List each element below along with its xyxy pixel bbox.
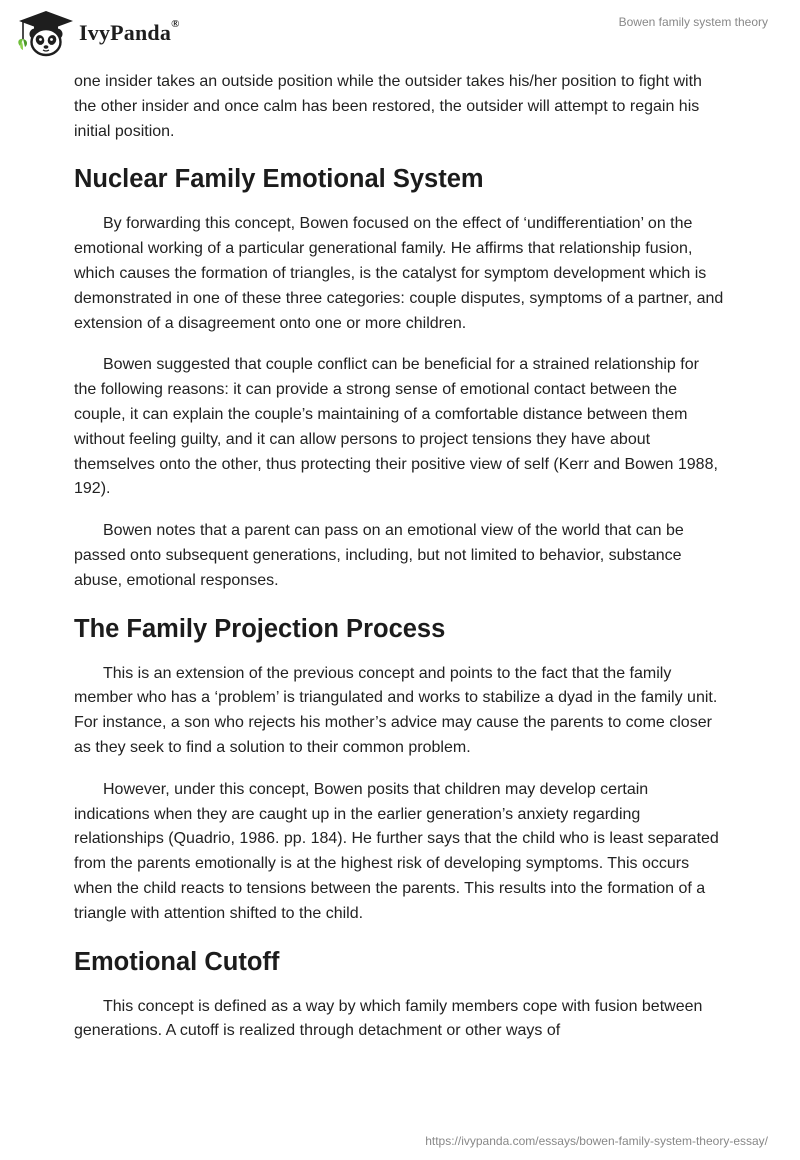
document-title: Bowen family system theory	[618, 15, 768, 29]
logo-wordmark	[79, 20, 180, 46]
registered-mark: ®	[171, 18, 180, 30]
paragraph: This is an extension of the previous concept and points to the fact that the family member who has a ‘problem’ is triangulated and works to stabilize a dyad in the family unit. For instance, a son who rejects his mother’s advice may cause the parents to come closer as they seek to find a solution to their common problem.	[74, 664, 718, 756]
section-heading: Emotional Cutoff	[74, 947, 280, 976]
essay-body	[74, 70, 724, 1061]
section-heading: The Family Projection Process	[74, 614, 446, 643]
intro-paragraph: one insider takes an outside position while the outsider takes his/her position to fight with the other insider and once calm has been restored, the outsider will attempt to regain his initial position.	[74, 73, 702, 140]
paragraph: Bowen suggested that couple conflict can be beneficial for a strained relationship for the following reasons: it can provide a strong sense of emotional contact between the couple, it can explain the couple’s maintaining of a comfortable distance between them without feeling guilty, and it can allow persons to project tensions they have about themselves onto the other, thus protecting their positive view of self (Kerr and Bowen 1988, 192).	[74, 356, 718, 498]
logo-name: IvyPanda	[79, 20, 172, 45]
page-header	[0, 0, 800, 70]
source-url[interactable]: https://ivypanda.com/essays/bowen-family-system-theory-essay/	[425, 1134, 768, 1148]
paragraph: However, under this concept, Bowen posits that children may develop certain indications when they are caught up in the earlier generation’s anxiety regarding relationships (Quadrio, 1986. pp. 184). He further says that the child who is least separated from the parents emotionally is at the highest risk of developing symptoms. This occurs when the child reacts to tensions between the parents. This results into the formation of a triangle with attention shifted to the child.	[74, 780, 719, 922]
paragraph: This concept is defined as a way by which family members cope with fusion between generations. A cutoff is realized through detachment or other ways of	[74, 997, 703, 1040]
ivypanda-logo[interactable]	[17, 9, 180, 57]
panda-graduation-cap-icon	[17, 9, 75, 57]
paragraph: By forwarding this concept, Bowen focused on the effect of ‘undifferentiation’ on the emotional working of a particular generational family. He affirms that relationship fusion, which causes the formation of triangles, is the catalyst for symptom development which is demonstrated in one of these three categories: couple disputes, symptoms of a partner, and extension of a disagreement onto one or more children.	[74, 215, 724, 332]
paragraph: Bowen notes that a parent can pass on an emotional view of the world that can be passed onto subsequent generations, including, but not limited to behavior, substance abuse, emotional responses.	[74, 522, 684, 589]
section-heading: Nuclear Family Emotional System	[74, 165, 484, 194]
